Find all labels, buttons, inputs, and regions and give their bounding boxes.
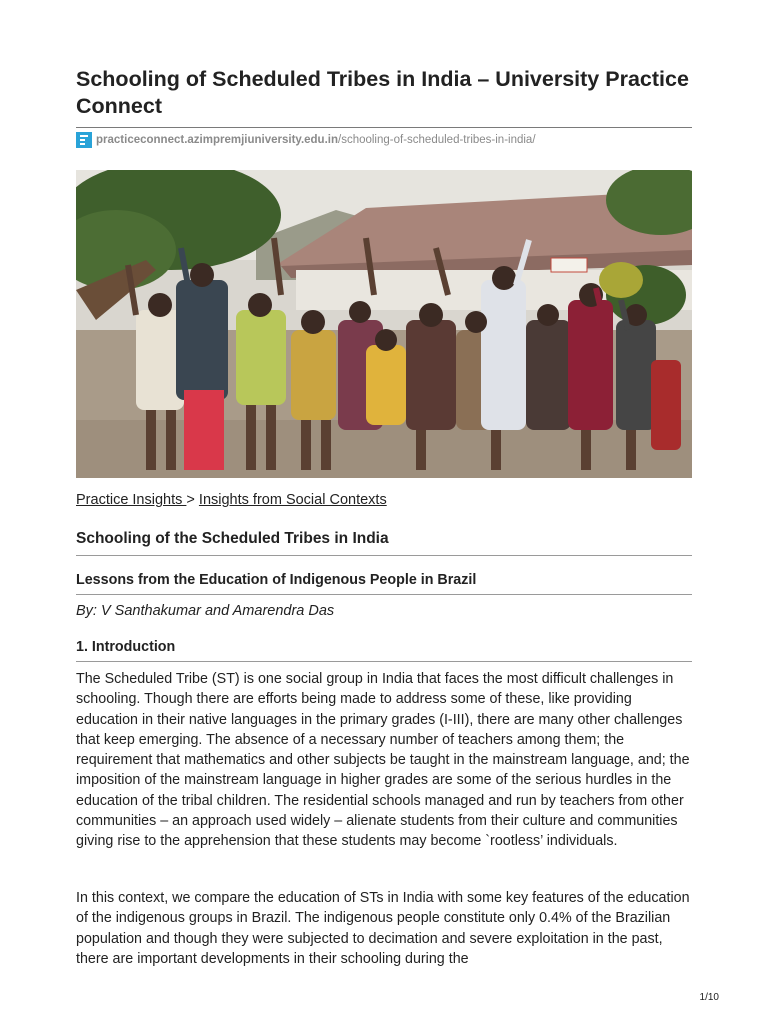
paragraph-1: The Scheduled Tribe (ST) is one social group in India that faces the most difficult challenges in schooling. Though there are efforts being made to address some of these, like providing education in their native languages in the primary grades (I-III), there are many other challenges that keep emerging. The absence of a necessary number of teachers among them; the requirement that mathematics and other subjects be taught in the mainstream language, and; the imposition of the mainstream language in higher grades are some of the serious hurdles in the education of the tribal children. The residential schools managed and run by teachers from other communities – an approach used widely – alienate students from their culture and communities giving rise to the apprehension that these students may become `rootless’ individuals.: [76, 671, 690, 850]
section-heading-introduction: 1. Introduction: [76, 639, 176, 655]
article-subheading: Lessons from the Education of Indigenous People in Brazil: [76, 572, 477, 588]
paragraph-2: In this context, we compare the education of STs in India with some key features of the education of the indigenous groups in Brazil. The indigenous people constitute only 0.4% of the Brazilian population and though they were subjected to decimation and severe exploitation in the past, there are important developments in their schooling during the: [76, 890, 690, 967]
source-url[interactable]: [76, 131, 536, 149]
breadcrumb: [76, 492, 387, 508]
url-path: /schooling-of-scheduled-tribes-in-india/: [338, 134, 536, 146]
heading-divider: [76, 555, 692, 556]
url-domain: practiceconnect.azimpremjiuniversity.edu.in: [96, 134, 338, 146]
title-divider: [76, 127, 692, 128]
breadcrumb-link-insights-social-contexts[interactable]: Insights from Social Contexts: [198, 492, 387, 508]
article-photo: [76, 170, 692, 478]
subheading-divider: [76, 594, 692, 595]
section-divider: [76, 661, 692, 662]
breadcrumb-link-practice-insights[interactable]: Practice Insights: [76, 492, 187, 508]
article-heading: Schooling of the Scheduled Tribes in India: [76, 530, 389, 547]
breadcrumb-separator: >: [186, 492, 199, 508]
page-title: Schooling of Scheduled Tribes in India – University Practice Connect: [76, 67, 689, 118]
site-favicon-icon: [76, 132, 92, 148]
author-byline: By: V Santhakumar and Amarendra Das: [76, 603, 335, 619]
page-number: 1/10: [699, 992, 719, 1003]
